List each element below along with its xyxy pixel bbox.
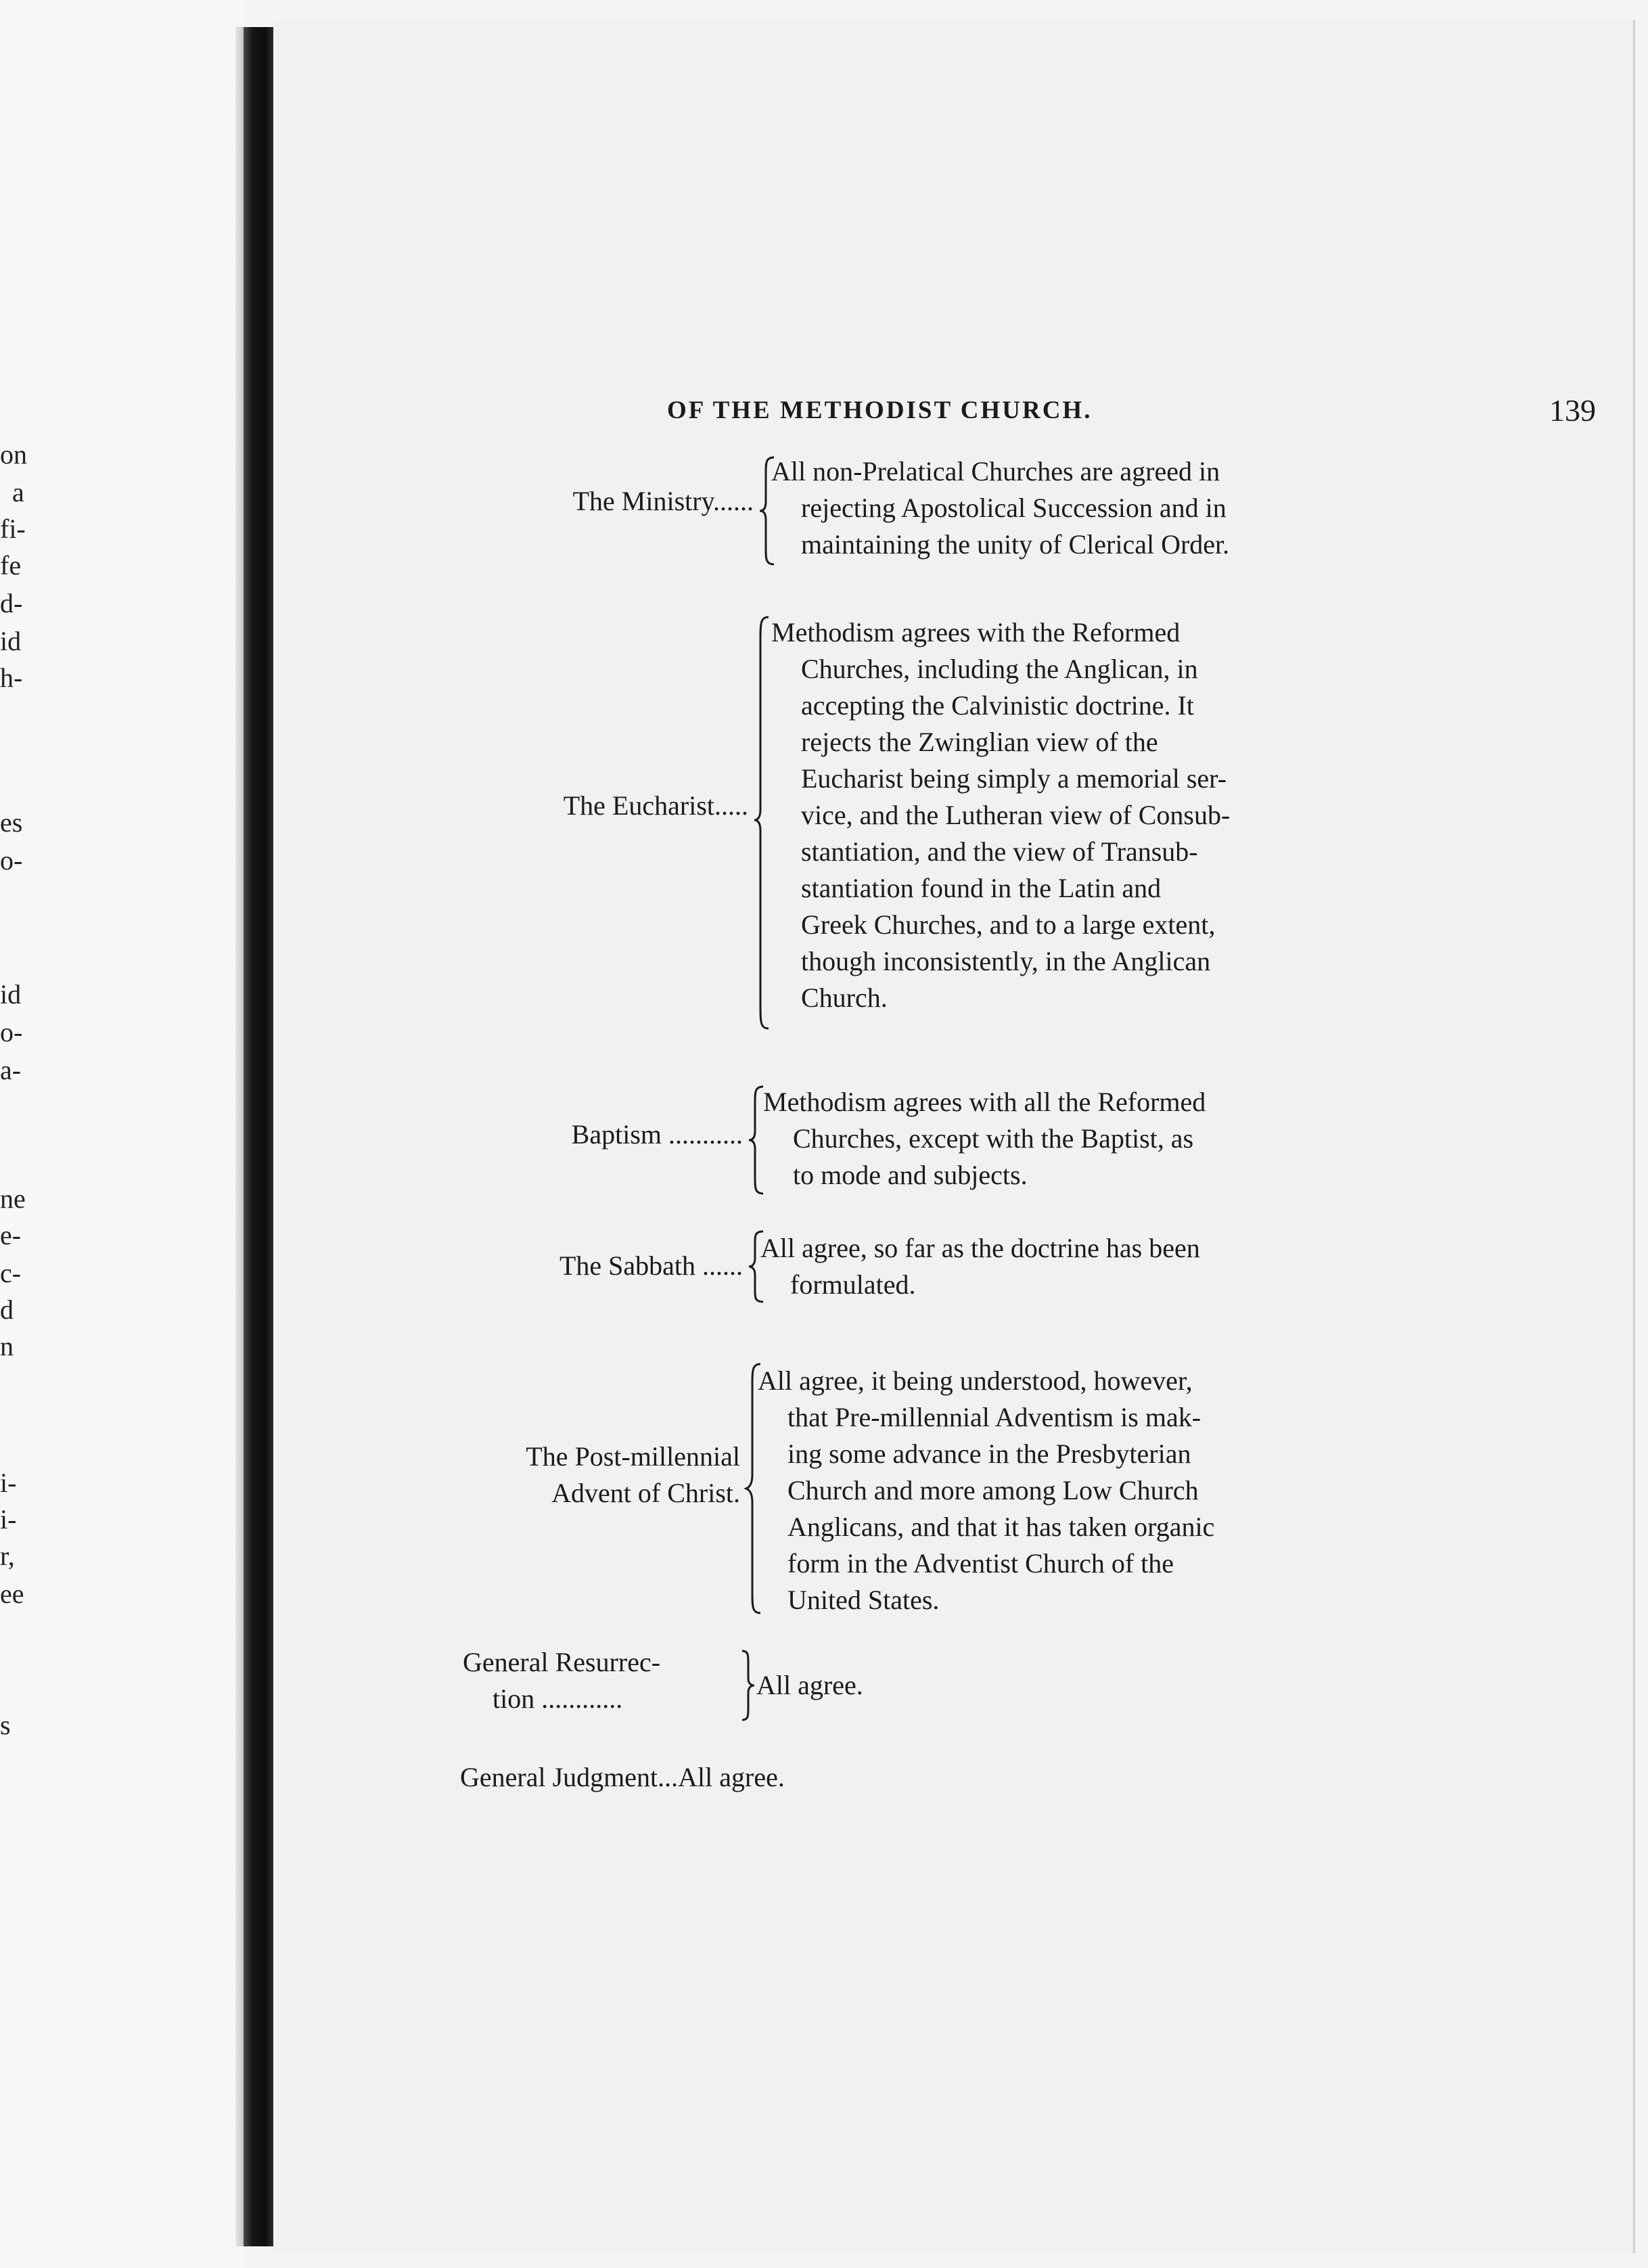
- left-page-fragment: a-: [0, 1055, 22, 1085]
- left-page-fragment: d-: [0, 588, 23, 618]
- description-line: All agree, it being understood, however,: [758, 1365, 1193, 1396]
- description-line: ing some advance in the Presbyterian: [787, 1438, 1191, 1469]
- term-line: tion ............: [493, 1683, 623, 1714]
- left-page-fragment: on: [0, 439, 27, 470]
- left-page-fragment: id: [0, 979, 22, 1010]
- left-page-fragment: i-: [0, 1468, 17, 1498]
- left-page-fragment: e-: [0, 1220, 22, 1250]
- left-page-fragment: s: [0, 1710, 11, 1740]
- description-line: Methodism agrees with the Reformed: [771, 617, 1181, 648]
- term-line: The Eucharist.....: [563, 790, 748, 821]
- left-page-fragment: ee: [0, 1579, 24, 1609]
- description-line: vice, and the Lutheran view of Consub-: [801, 800, 1231, 830]
- term-line: The Ministry......: [572, 486, 754, 516]
- brace-icon: [740, 1648, 756, 1723]
- entry-term: [460, 1759, 785, 1796]
- entry-term: [573, 483, 754, 520]
- left-page-fragment: fi-: [0, 514, 26, 544]
- entry-description: [771, 614, 1605, 1016]
- term-line: Baptism ...........: [571, 1119, 743, 1150]
- description-line: rejecting Apostolical Succession and in: [801, 493, 1227, 523]
- entry-term: [572, 1116, 743, 1153]
- term-line: The Post-millennial: [526, 1441, 740, 1472]
- term-line: General Resurrec-: [463, 1647, 661, 1677]
- description-line: All non-Prelatical Churches are agreed in: [771, 456, 1220, 486]
- left-page-fragment: id: [0, 626, 22, 656]
- description-line: Church and more among Low Church: [787, 1475, 1199, 1505]
- entry-description: [763, 1084, 1206, 1194]
- description-line: rejects the Zwinglian view of the: [801, 727, 1158, 757]
- term-line: Advent of Christ.: [551, 1478, 740, 1508]
- left-page-fragment: h-: [0, 662, 23, 693]
- left-page-fragment: ne: [0, 1183, 26, 1214]
- description-line: Anglicans, and that it has taken organic: [787, 1512, 1215, 1542]
- left-page-fragment: fe: [0, 550, 22, 581]
- description-line: to mode and subjects.: [793, 1160, 1028, 1190]
- left-page-fragment: d: [0, 1294, 14, 1325]
- page-number: 139: [1549, 393, 1596, 428]
- description-line: stantiation, and the view of Transub-: [801, 836, 1198, 867]
- left-page-fragment: o-: [0, 1017, 23, 1047]
- description-line: formulated.: [790, 1269, 916, 1300]
- left-page-fragment: c-: [0, 1258, 22, 1288]
- left-page-fragment: es: [0, 807, 23, 838]
- description-line: Churches, except with the Baptist, as: [793, 1123, 1194, 1154]
- description-line: All agree, so far as the doctrine has been: [760, 1233, 1200, 1263]
- description-line: form in the Adventist Church of the: [787, 1548, 1174, 1579]
- entry-term: [463, 1644, 660, 1717]
- entry-description: [758, 1363, 1214, 1618]
- description-line: Churches, including the Anglican, in: [801, 654, 1198, 684]
- term-line: General Judgment...All agree.: [460, 1762, 785, 1792]
- description-line: All agree.: [756, 1670, 863, 1700]
- description-line: Eucharist being simply a memorial ser-: [801, 763, 1227, 794]
- left-page-fragment: a: [12, 477, 24, 507]
- entry-term: [564, 788, 748, 824]
- description-line: accepting the Calvinistic doctrine. It: [801, 690, 1194, 721]
- description-line: Church.: [801, 982, 888, 1013]
- description-line: Methodism agrees with all the Reformed: [763, 1087, 1206, 1117]
- description-line: Greek Churches, and to a large extent,: [801, 909, 1216, 940]
- left-page-fragment: r,: [0, 1541, 15, 1571]
- entry-term: [559, 1248, 743, 1284]
- term-line: The Sabbath ......: [559, 1250, 743, 1281]
- left-page-fragment: n: [0, 1331, 14, 1361]
- description-line: maintaining the unity of Clerical Order.: [801, 529, 1230, 560]
- running-head: OF THE METHODIST CHURCH.: [667, 396, 1093, 424]
- entry-description: [760, 1230, 1200, 1303]
- brace-icon: [752, 613, 773, 1033]
- entry-description: [771, 453, 1229, 563]
- facing-page-left: [0, 0, 244, 2268]
- description-line: United States.: [787, 1585, 940, 1615]
- description-line: though inconsistently, in the Anglican: [801, 946, 1211, 976]
- description-line: stantiation found in the Latin and: [801, 873, 1162, 903]
- book-page: [273, 20, 1635, 2253]
- description-line: that Pre-millennial Adventism is mak-: [787, 1402, 1201, 1432]
- entry-description: [756, 1667, 863, 1704]
- entry-term: [526, 1438, 740, 1512]
- book-gutter: [244, 27, 273, 2246]
- left-page-fragment: o-: [0, 845, 23, 876]
- left-page-fragment: i-: [0, 1504, 17, 1535]
